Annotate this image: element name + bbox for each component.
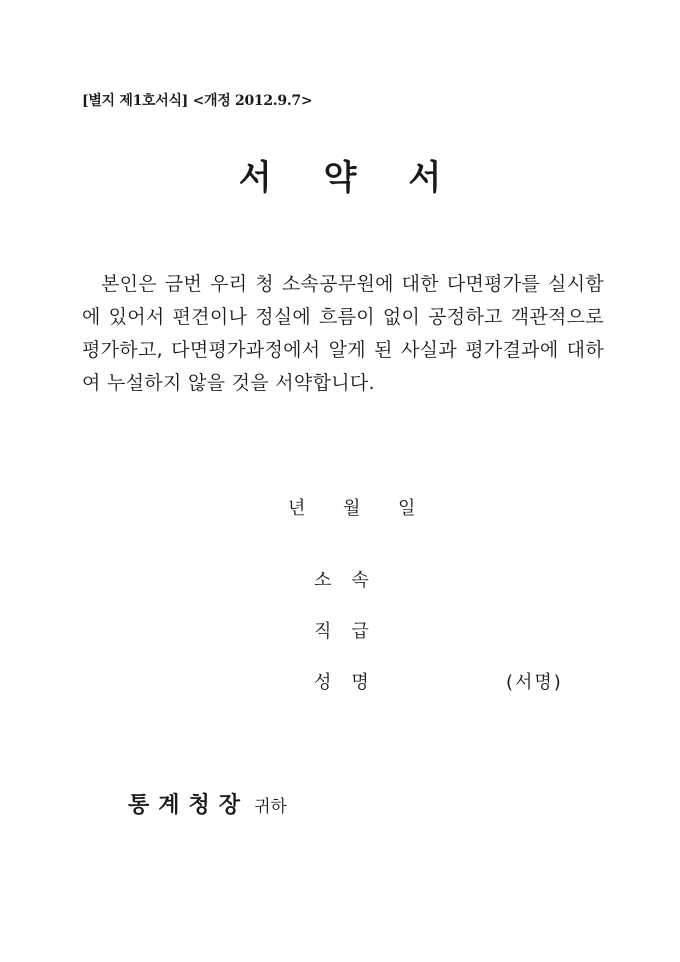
affiliation-label: 소속 [314,570,389,591]
pledge-body: 본인은 금번 우리 청 소속공무원에 대한 다면평가를 실시함에 있어서 편견이나 정실에 흐름이 없이 공정하고 객관적으로 평가하고, 다면평가과정에서 알게 된 사실과 평가결과에 대하여 누설하지 않을 것을 서약합니다. [82,273,604,394]
addressee-honorific: 귀하 [254,797,287,817]
document-title: 서약서 [238,158,494,198]
form-reference: [별지 제1호서식] <개정 2012.9.7> [82,93,313,109]
addressee [128,788,287,819]
name-label: 성명 [314,672,389,693]
rank-label: 직급 [314,621,389,642]
day-label: 일 [398,498,416,519]
year-label: 년 [288,498,306,519]
month-label: 월 [343,498,361,519]
addressee-name: 통계청장 [128,793,250,818]
signature-mark: (서명) [506,672,563,693]
